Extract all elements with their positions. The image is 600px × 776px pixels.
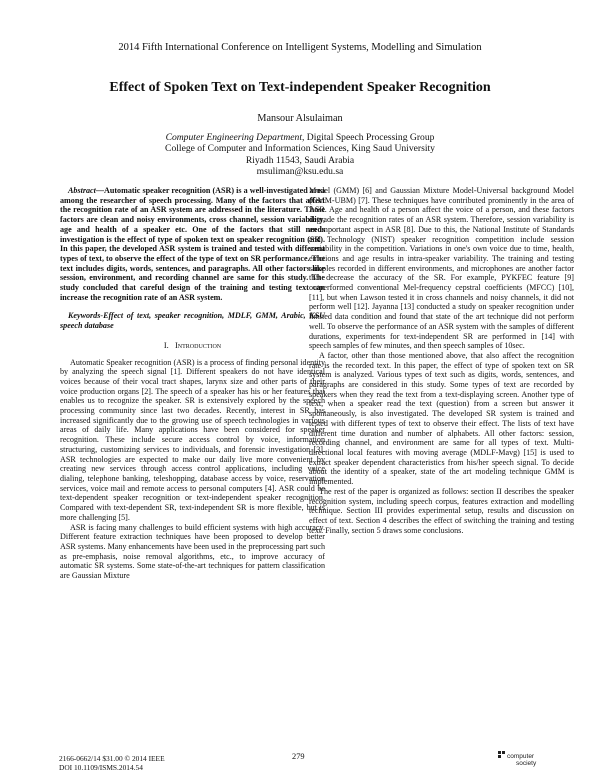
footer-doi: DOI 10.1109/ISMS.2014.54 [59, 763, 143, 772]
svg-text:society: society [516, 760, 537, 767]
svg-text:computer: computer [507, 753, 535, 760]
author-block [0, 113, 600, 178]
paper-title: Effect of Spoken Text on Text-independent Speaker Recognition [109, 80, 491, 95]
computer-society-logo [498, 748, 544, 770]
intro-paragraph-1: Automatic Speaker recognition (ASR) is a process of finding personal identity by analyzing the speech signal [1]. Different speakers do not have identical voices because of their vocal tract shapes, larynx size and other parts of their voice production organs [2]. The speech of a speaker has his or her features that enables us to recognize the speaker. SR is extensively explored by the speech processing community since last two decades. Recently, interest in SR has increased significantly due to the growing use of speech technologies in various areas of daily life. Many applications have been considered for speaker recognition. These include secure access control by voice, information structuring, customizing services to individuals, and forensic investigation [3]. ASR technologies are expected to make our daily live more convenient by creating new services through access control applications, including voice dialing, telephone banking, teleshopping, database access by voice, reservation services, voice mail and remote access to personal computers [4]. ASR could be text-dependent speaker recognition or text-independent speaker recognition. Compared with text-dependent SR, text-independent SR is more flexible, but is more challenging [5]. [60, 357, 325, 522]
left-column [60, 186, 325, 581]
keywords: Keywords-Effect of text, speaker recognition, MDLF, GMM, Arabic, KSU speech database [60, 311, 325, 331]
author-email: msuliman@ksu.edu.sa [256, 166, 344, 178]
abstract-text: —Automatic speaker recognition (ASR) is a well-investigated area among the researcher of speech processing. Many of the factors that affect the recognition rate of an ASR system are addressed in the literature. Those factors are clean and noisy environments, cross channel, session variability, age and health of a speaker etc. One of the factors that still needs investigation is the effect of type of spoken text on speaker recognition (SR). In this paper, the developed ASR system is trained and tested with different types of text, to observe the effect of the type of text on SR performance. The text includes digits, words, sentences, and paragraphs. All other factors like session, environment, and recording channel are same for this study. The study concluded that careful design of the training and testing text can increase the recognition rate of an ASR system. [60, 186, 325, 302]
author-name: Mansour Alsulaiman [257, 113, 343, 124]
right-column [309, 186, 574, 535]
intro-paragraph-4: A factor, other than those mentioned above, that also affect the recognition rate is the recorded text. In this paper, the effect of type of spoken text on SR system is analyzed. Various types of text such as digits, words, sentences, and paragraphs are considered in this study. Some types of text are recorded by speakers when they read the text from a text-displaying screen. Another type of text, when a speaker read the text (question) from a screen but answer it spontaneously, is also investigated. The developed SR system is trained and tested with different types of text to observe their effect. The lists of text have different time duration and number of alphabets. All other factors: session, recording channel, and environment are same for all types of text. Multi-directional local features with moving average (MDLF-Mavg) [15] is used to extract speaker dependent characteristics from his/her speech signal. To decide about the identity of a speaker, state of the art modeling technique GMM is implemented. [309, 350, 574, 487]
section-number: I. [163, 340, 169, 350]
section-title: Introduction [175, 340, 222, 350]
affiliation-city: Riyadh 11543, Saudi Arabia [245, 154, 355, 166]
affiliation-college: College of Computer and Information Sciences, King Saud University [165, 143, 435, 155]
intro-paragraph-2: ASR is facing many challenges to build efficient systems with high accuracy. Different feature extraction techniques have been proposed to develop better ASR systems. Many enhancements have been used in the preprocessing part such as pre-emphasis, noise removal algorithms, etc., to improve accuracy of automatic SR systems. Some state-of-the-art techniques for pattern classification are Gaussian Mixture [60, 522, 325, 581]
affiliation-line [0, 132, 600, 144]
conference-header: 2014 Fifth International Conference on Intelligent Systems, Modelling and Simulation [118, 42, 482, 53]
footer-copyright [59, 754, 165, 772]
abstract-lead: Abstract [68, 186, 96, 195]
affiliation-dept: Computer Engineering Department [165, 131, 302, 143]
intro-paragraph-3: Model (GMM) [6] and Gaussian Mixture Model-Universal background Model (GMM-UBM) [7]. These techniques have contributed prominently in the area of ASR. Age and health of a person affect the voice of a person, and these factors degrade the recognition rates of an ASR system. Therefore, session variability is an important aspect in ASR [8]. Due to this, the National Institute of Standards and Technology (NIST) speaker recognition competition include session variability in the competition. Variations in one's own voice due to time, health, emotions and age results in intra-speaker variability. The training and testing samples recorded in different environments, and microphones are another factor that decrease the accuracy of the SR. For example, PYKFEC feature [9] outperformed conventional Mel-frequency cepstral coefficients (MFCC) [10], [11], but when Lawson tested it in cross channels and noisy channels, it did not perform well [12]. Jayanna [13] conducted a study on speaker recognition under limited data condition and found that state of the art technique did not perform well. To observe the performance of an ASR system with the samples of different durations, experiments for text-independent SR are performed in [14] with speech samples of few minutes, and then speech samples of 10sec. [309, 186, 574, 351]
affiliation-group: , Digital Speech Processing Group [302, 131, 435, 143]
section-heading [60, 341, 325, 351]
abstract [60, 186, 325, 302]
page-number: 279 [292, 752, 305, 761]
footer-isbn: 2166-0662/14 $31.00 © 2014 IEEE [59, 754, 165, 763]
intro-paragraph-5: The rest of the paper is organized as follows: section II describes the speaker recognition system, including speech corpus, features extraction and modelling technique. Section III provides experimental setup, results and discussion on effect of text. Section 4 describes the effect of switching the training and testing text. Finally, section 5 draws some conclusions. [309, 486, 574, 535]
